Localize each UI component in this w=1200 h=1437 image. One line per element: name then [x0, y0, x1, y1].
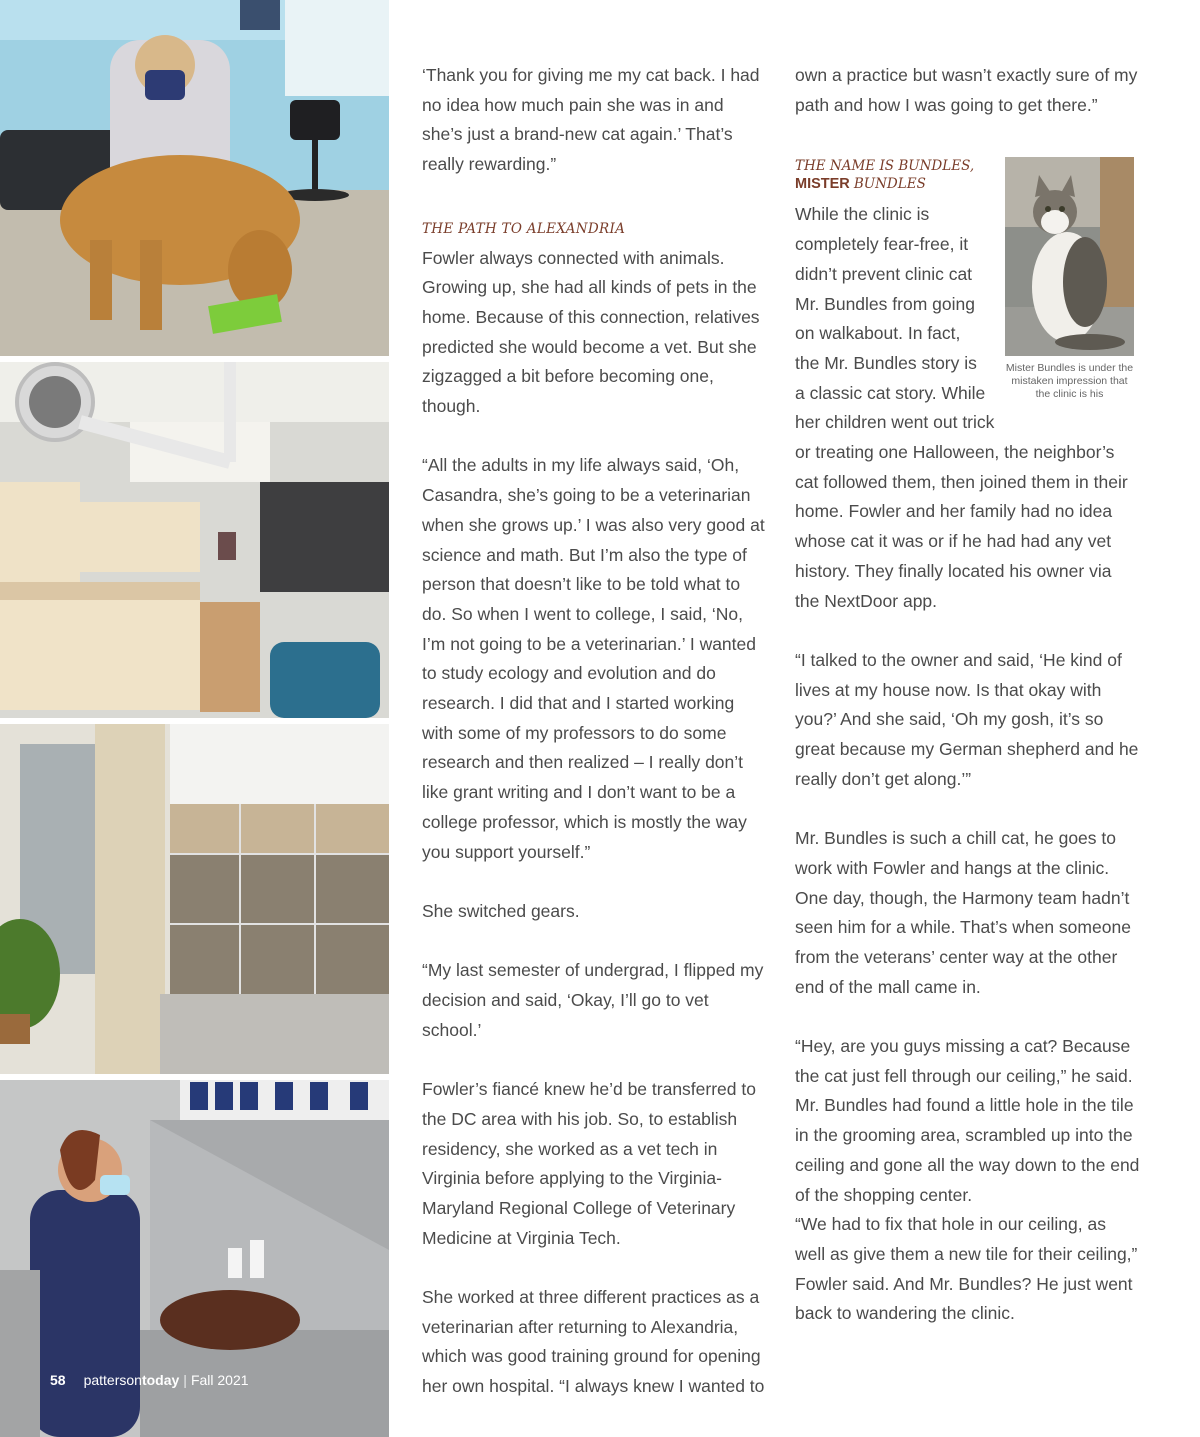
folio-separator: | — [183, 1372, 187, 1388]
photo-exam-room — [0, 362, 389, 718]
paragraph: Fowler’s fiancé knew he’d be transferred to the DC area with his job. So, to establish residency, she worked as a vet tech in Virginia before applying to the Virginia-Maryland Regional College of Veterinary Medicine at Virginia Tech. — [422, 1079, 756, 1248]
paragraph: She worked at three different practices as a veterinarian after returning to Alexandria, which was good training ground for opening her own hospital. “I always knew I wanted to — [422, 1287, 765, 1397]
paragraph: “Hey, are you guys missing a cat? Because the cat just fell through our ceiling,” he said. Mr. Bundles had found a little hole in the tile in the grooming area, scrambled up into the ceiling and gone all the way down to the end of the shopping center. — [795, 1036, 1140, 1205]
paragraph: Fowler always connected with animals. Growing up, she had all kinds of pets in the home. Because of this connection, relatives predicted she would become a vet. But she zigzagged a bit before becoming one, though. — [422, 247, 760, 417]
text-line: a classic cat story. While — [795, 382, 986, 403]
brand-regular: patterson — [83, 1372, 142, 1388]
text-line: her children went out trick — [795, 412, 995, 433]
text-line: on walkabout. In fact, — [795, 323, 961, 344]
subhead-bold-word: MISTER — [795, 176, 850, 193]
page-folio — [50, 1372, 249, 1388]
text-line: completely fear-free, it — [795, 234, 969, 255]
issue-label: Fall 2021 — [190, 1372, 249, 1388]
brand-bold: today — [141, 1372, 180, 1388]
text-line: Mr. Bundles from going — [795, 293, 975, 314]
paragraph: ‘Thank you for giving me my cat back. I had no idea how much pain she was in and she’s just a brand-new cat again.’ That’s really rewarding.” — [422, 65, 760, 175]
paragraph: “All the adults in my life always said, ‘Oh, Casandra, she’s going to be a veterinarian when she grows up.’ I was also very good at science and math. But I’m also the type of person that doesn’t like to be told what to do. So when I went to college, I said, ‘No, I’m not going to be a veterinarian.’ I wanted to study ecology and evolution and do research. I did that and I started working with some of my professors to do some research and then realized – I really don’t like grant writing and I don’t want to be a college professor, which is mostly the way you support yourself.” — [422, 455, 765, 862]
text-line: didn’t prevent clinic cat — [795, 263, 973, 284]
subhead-line-1: THE NAME IS BUNDLES, — [795, 158, 975, 175]
photo-vet-with-dog — [0, 0, 389, 356]
paragraph: Mr. Bundles is such a chill cat, he goes to work with Fowler and hangs at the clinic. One day, though, the Harmony team hadn’t seen him for a while. That’s when someone from the veterans’ center way at the other end of the mall came in. — [795, 828, 1131, 997]
paragraph: She switched gears. — [422, 900, 580, 921]
text-line: While the clinic is — [795, 204, 930, 225]
text-line: the Mr. Bundles story is — [795, 352, 977, 373]
paragraph: “We had to fix that hole in our ceiling, as well as give them a new tile for their ceiling,” Fowler said. And Mr. Bundles? He just went back to wandering the clinic. — [795, 1214, 1138, 1324]
paragraph-narrow — [795, 200, 995, 438]
photo-mister-bundles-cat — [1005, 157, 1134, 356]
subhead-path-to-alexandria: THE PATH TO ALEXANDRIA — [422, 220, 626, 237]
article-column-1 — [422, 61, 767, 1402]
paragraph: “My last semester of undergrad, I flipped my decision and said, ‘Okay, I’ll go to vet school.’ — [422, 960, 764, 1040]
subhead-italic-word: BUNDLES — [853, 176, 926, 193]
cat-photo-caption: Mister Bundles is under the mistaken impression that the clinic is his — [1005, 362, 1134, 400]
page-number: 58 — [50, 1372, 66, 1388]
photo-kennels — [0, 724, 389, 1074]
paragraph: or treating one Halloween, the neighbor’s cat followed them, then joined them in their home. Fowler and her family had no idea whose cat it was or if he had had any vet history. They finally located his owner via the NextDoor app. — [795, 442, 1128, 611]
paragraph: own a practice but wasn’t exactly sure of my path and how I was going to get there.” — [795, 65, 1138, 115]
paragraph: “I talked to the owner and said, ‘He kind of lives at my house now. Is that okay with you?’ And she said, ‘Oh my gosh, it’s so great because my German shepherd and he really don’t get along.’” — [795, 649, 1139, 789]
